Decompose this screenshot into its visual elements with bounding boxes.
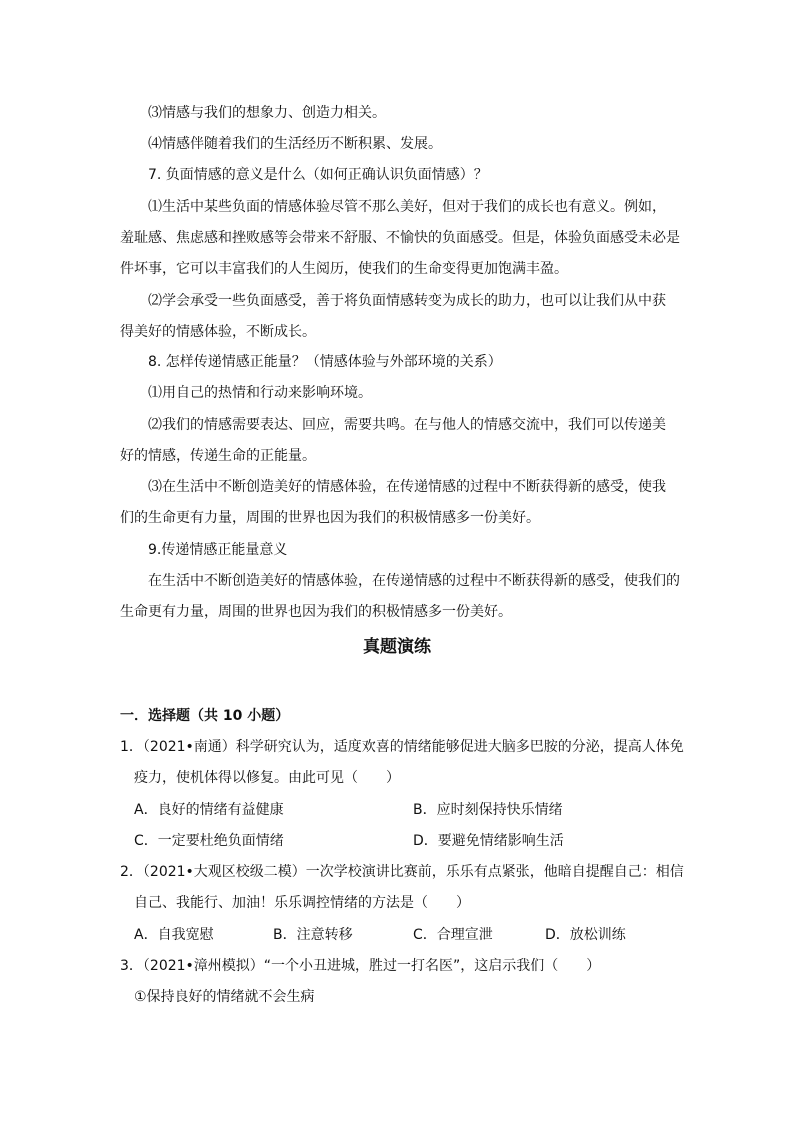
q7-paragraph-1-line-1: ⑴生活中某些负面的情感体验尽管不那么美好，但对于我们的成长也有意义。例如， <box>148 199 666 215</box>
q8-heading: 8. 怎样传递情感正能量？（情感体验与外部环境的关系） <box>148 354 502 370</box>
question-3-stem-line-1: 3．（2021•漳州模拟）“一个小丑进城，胜过一打名医”，这启示我们（ ） <box>120 958 601 974</box>
question-2-option-b[interactable]: B．注意转移 <box>273 927 353 943</box>
question-3-item-1: ①保持良好的情绪就不会生病 <box>134 989 315 1005</box>
question-2-option-c[interactable]: C．合理宣泄 <box>413 927 493 943</box>
q7-paragraph-1-line-2: 羞耻感、焦虑感和挫败感等会带来不舒服、不愉快的负面感受。但是，体验负面感受未必是 <box>120 230 680 246</box>
question-1-option-d[interactable]: D．要避免情绪影响生活 <box>413 833 564 849</box>
q8-point-3-line-1: ⑶在生活中不断创造美好的情感体验，在传递情感的过程中不断获得新的感受，使我 <box>148 479 666 495</box>
item6-point-4: ⑷情感伴随着我们的生活经历不断积累、发展。 <box>148 136 442 152</box>
question-1-option-a[interactable]: A．良好的情绪有益健康 <box>134 802 284 818</box>
q9-heading: 9.传递情感正能量意义 <box>148 542 288 558</box>
question-1-option-b[interactable]: B．应时刻保持快乐情绪 <box>413 802 563 818</box>
question-1-option-c[interactable]: C．一定要杜绝负面情绪 <box>134 833 284 849</box>
q7-paragraph-2-line-1: ⑵学会承受一些负面感受，善于将负面情感转变为成长的助力，也可以让我们从中获 <box>148 293 666 309</box>
q7-heading: 7. 负面情感的意义是什么（如何正确认识负面情感）？ <box>148 167 488 183</box>
q8-point-1: ⑴用自己的热情和行动来影响环境。 <box>148 385 372 401</box>
question-2-stem-line-1: 2．（2021•大观区校级二模）一次学校演讲比赛前，乐乐有点紧张，他暗自提醒自己：相信 <box>120 864 684 880</box>
q9-paragraph-line-1: 在生活中不断创造美好的情感体验，在传递情感的过程中不断获得新的感受，使我们的 <box>148 573 680 589</box>
q8-point-2-line-2: 好的情感，传递生命的正能量。 <box>120 448 316 464</box>
item6-point-3: ⑶情感与我们的想象力、创造力相关。 <box>148 105 386 121</box>
q8-point-2-line-1: ⑵我们的情感需要表达、回应，需要共鸣。在与他人的情感交流中，我们可以传递美 <box>148 417 666 433</box>
q7-paragraph-2-line-2: 得美好的情感体验，不断成长。 <box>120 324 316 340</box>
question-1-stem-line-2: 疫力，使机体得以修复。由此可见（ ） <box>134 770 400 786</box>
question-2-option-a[interactable]: A．自我宽慰 <box>134 927 214 943</box>
question-2-option-d[interactable]: D．放松训练 <box>545 927 626 943</box>
q8-point-3-line-2: 们的生命更有力量，周围的世界也因为我们的积极情感多一份美好。 <box>120 510 540 526</box>
question-1-stem-line-1: 1．（2021•南通）科学研究认为，适度欢喜的情绪能够促进大脑多巴胺的分泌，提高人体免 <box>120 739 684 755</box>
q7-paragraph-1-line-3: 件坏事，它可以丰富我们的人生阅历，使我们的生命变得更加饱满丰盈。 <box>120 261 568 277</box>
question-2-stem-line-2: 自己、我能行、加油！乐乐调控情绪的方法是（ ） <box>134 895 470 911</box>
choice-section-heading: 一．选择题（共 10 小题） <box>120 708 290 724</box>
q9-paragraph-line-2: 生命更有力量，周围的世界也因为我们的积极情感多一份美好。 <box>120 604 512 620</box>
section-title: 真题演练 <box>363 637 431 657</box>
